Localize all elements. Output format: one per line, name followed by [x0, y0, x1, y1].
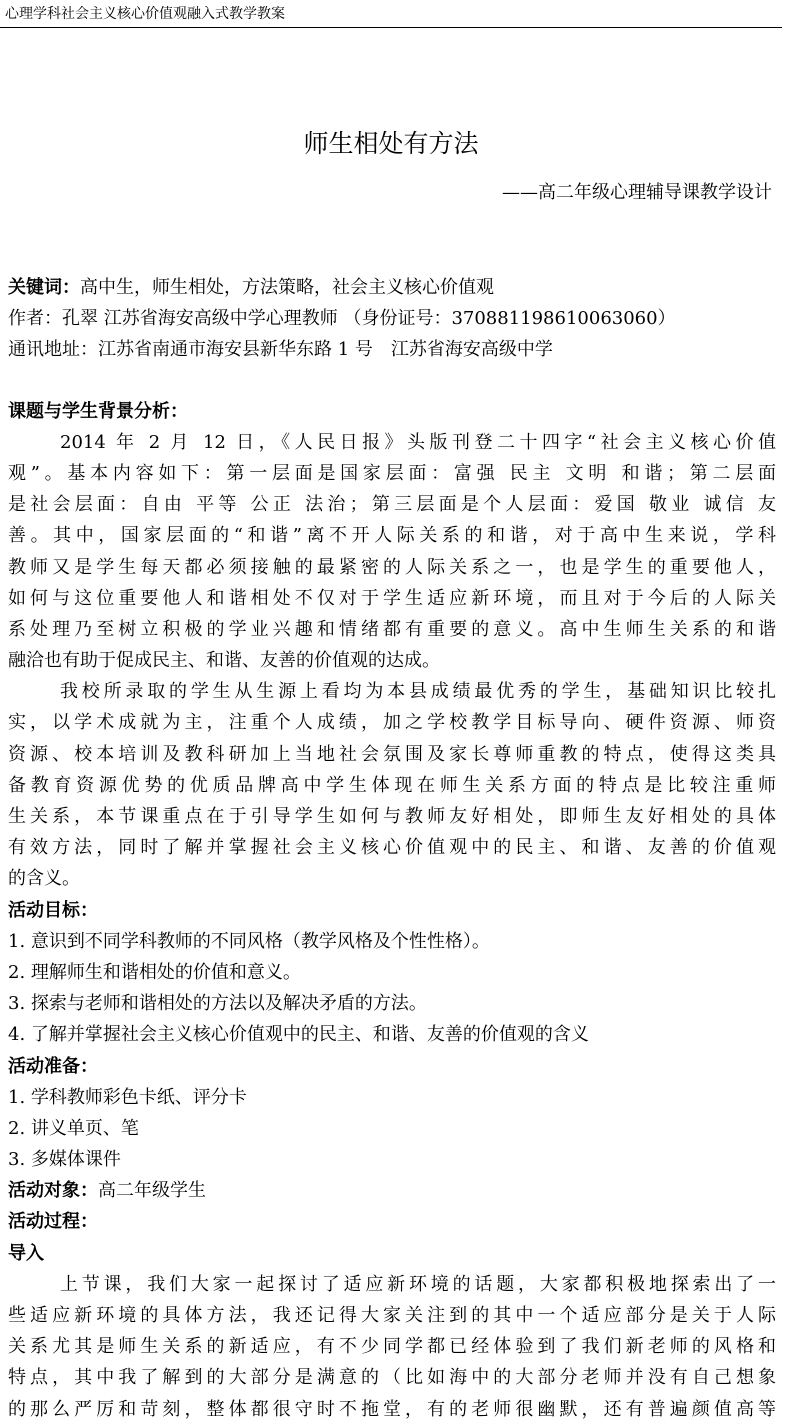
paragraph-line: 教师又是学生每天都必须接触的最紧密的人际关系之一，也是学生的重要他人， — [8, 556, 776, 578]
section-gap — [8, 366, 776, 396]
paragraph-line: 有效方法，同时了解并掌握社会主义核心价值观中的民主、和谐、友善的价值观 — [8, 837, 776, 859]
keywords-line — [8, 272, 776, 303]
running-header: 心理学科社会主义核心价值观融入式教学教案 — [5, 6, 285, 22]
target-value: 高二年级学生 — [98, 1180, 206, 1202]
goals-heading: 活动目标： — [8, 899, 98, 921]
goal-item: 1. 意识到不同学科教师的不同风格（教学风格及个性性格）。 — [8, 930, 490, 952]
paragraph-line: 的含义。 — [8, 868, 80, 890]
paragraph-line: 关系尤其是师生关系的新适应，有不少同学都已经体验到了我们新老师的风格和 — [8, 1336, 776, 1358]
keywords-value: 高中生，师生相处，方法策略，社会主义核心价值观 — [80, 277, 494, 298]
document-body — [8, 272, 776, 1425]
page-title: 师生相处有方法 — [303, 129, 479, 158]
paragraph-line: 系处理乃至树立积极的学业兴趣和情绪都有重要的意义。高中生师生关系的和谐 — [8, 618, 776, 640]
paragraph-line: 观”。基本内容如下：第一层面是国家层面：富强 民主 文明 和谐；第二层面 — [8, 462, 776, 484]
target-line — [8, 1175, 776, 1206]
process-heading: 活动过程： — [8, 1211, 98, 1233]
target-label: 活动对象： — [8, 1180, 98, 1202]
paragraph-line: 备教育资源优势的优质品牌高中学生体现在师生关系方面的特点是比较注重师 — [8, 774, 776, 796]
paragraph-line: 生关系，本节课重点在于引导学生如何与教师友好相处，即师生友好相处的具体 — [8, 806, 776, 827]
goal-item: 3. 探索与老师和谐相处的方法以及解决矛盾的方法。 — [8, 993, 427, 1015]
paragraph-line: 特点，其中我了解到的大部分是满意的（比如海中的大部分老师并没有自己想象 — [8, 1367, 776, 1389]
paragraph-line: 上节课，我们大家一起探讨了适应新环境的话题，大家都积极地探索出了一 — [60, 1273, 776, 1295]
author-line: 作者：孔翠 江苏省海安高级中学心理教师 （身份证号：370881198610063060） — [8, 308, 676, 330]
paragraph-line: 资源、校本培训及教科研加上当地社会氛围及家长尊师重教的特点，使得这类具 — [8, 743, 776, 765]
intro-heading: 导入 — [8, 1242, 44, 1264]
prep-item: 2. 讲义单页、笔 — [8, 1117, 139, 1139]
prep-item: 1. 学科教师彩色卡纸、评分卡 — [8, 1086, 247, 1108]
paragraph-line: 融洽也有助于促成民主、和谐、友善的价值观的达成。 — [8, 650, 440, 672]
paragraph-line: 善。其中，国家层面的“和谐”离不开人际关系的和谐，对于高中生来说，学科 — [8, 525, 776, 547]
background-heading: 课题与学生背景分析： — [8, 400, 188, 422]
prep-heading: 活动准备： — [8, 1055, 98, 1077]
address-line: 通讯地址：江苏省南通市海安县新华东路 1 号 江苏省海安高级中学 — [8, 339, 553, 361]
keywords-label: 关键词： — [8, 277, 80, 298]
goal-item: 2. 理解师生和谐相处的价值和意义。 — [8, 961, 301, 983]
goal-item: 4. 了解并掌握社会主义核心价值观中的民主、和谐、友善的价值观的含义 — [8, 1024, 589, 1046]
paragraph-line: 如何与这位重要他人和谐相处不仅对于学生适应新环境，而且对于今后的人际关 — [8, 587, 776, 609]
prep-item: 3. 多媒体课件 — [8, 1149, 121, 1171]
paragraph-line: 的那么严厉和苛刻，整体都很守时不拖堂，有的老师很幽默，还有普遍颜值高等 — [8, 1398, 776, 1420]
paragraph-line: 2014 年 2 月 12 日，《人民日报》头版刊登二十四字“社会主义核心价值 — [60, 431, 776, 453]
paragraph-line: 实，以学术成就为主，注重个人成绩，加之学校教学目标导向、硬件资源、师资 — [8, 712, 776, 734]
paragraph-line: 我校所录取的学生从生源上看均为本县成绩最优秀的学生，基础知识比较扎 — [60, 681, 776, 703]
paragraph-line: 些适应新环境的具体方法，我还记得大家关注到的其中一个适应部分是关于人际 — [8, 1305, 776, 1326]
page-subtitle: ——高二年级心理辅导课教学设计 — [502, 182, 772, 203]
paragraph-line: 是社会层面：自由 平等 公正 法治；第三层面是个人层面：爱国 敬业 诚信 友 — [8, 494, 776, 516]
header-rule — [0, 27, 782, 28]
